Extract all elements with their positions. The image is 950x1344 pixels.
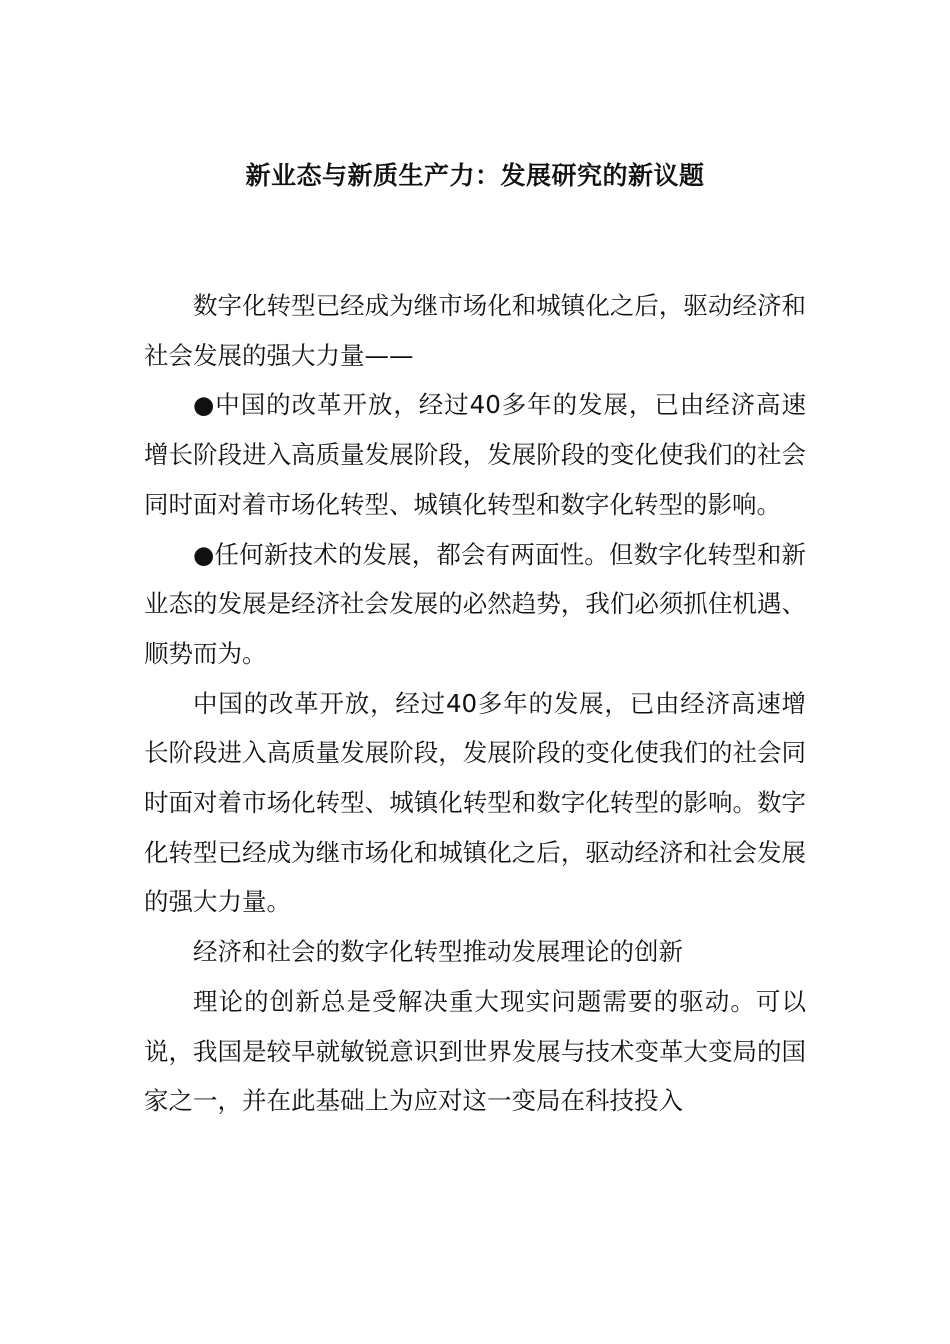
document-body xyxy=(144,281,806,1126)
paragraph-bullet-new-tech: ●任何新技术的发展，都会有两面性。但数字化转型和新业态的发展是经济社会发展的必然趋势，我们必须抓住机遇、顺势而为。 xyxy=(144,539,806,668)
paragraph-bullet-reform: ●中国的改革开放，经过40多年的发展，已由经济高速增长阶段进入高质量发展阶段，发展阶段的变化使我们的社会同时面对着市场化转型、城镇化转型和数字化转型的影响。 xyxy=(144,390,806,519)
document-title: 新业态与新质生产力：发展研究的新议题 xyxy=(245,161,705,190)
paragraph-theory-innovation: 理论的创新总是受解决重大现实问题需要的驱动。可以说，我国是较早就敏锐意识到世界发展与技术变革大变局的国家之一，并在此基础上为应对这一变局在科技投入 xyxy=(144,986,806,1116)
paragraph-intro: 数字化转型已经成为继市场化和城镇化之后，驱动经济和社会发展的强大力量—— xyxy=(144,291,806,370)
section-heading: 经济和社会的数字化转型推动发展理论的创新 xyxy=(193,937,683,967)
paragraph-reform-summary: 中国的改革开放，经过40多年的发展，已由经济高速增长阶段进入高质量发展阶段，发展阶段的变化使我们的社会同时面对着市场化转型、城镇化转型和数字化转型的影响。数字化转型已经成为继市场化和城镇化之后，驱动经济和社会发展的强大力量。 xyxy=(144,688,806,917)
